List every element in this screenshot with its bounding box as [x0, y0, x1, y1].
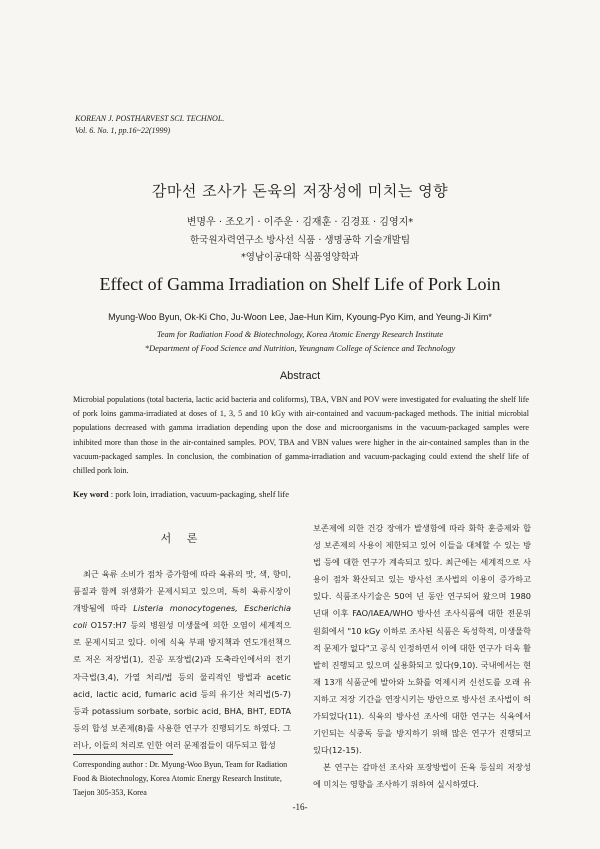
korean-affiliations	[0, 232, 600, 266]
english-affiliations	[0, 327, 600, 355]
keyword-text: : pork loin, irradiation, vacuum-packaging, shelf life	[110, 489, 289, 499]
korean-affiliation-2: *영남이공대학 식품영양학과	[241, 252, 359, 263]
korean-affiliation-1: 한국원자력연구소 방사선 식품 · 생명공학 기술개발팀	[189, 235, 410, 246]
journal-citation	[75, 113, 224, 137]
footnote-divider	[73, 754, 173, 755]
introduction-paragraph	[73, 566, 291, 754]
korean-title: 감마선 조사가 돈육의 저장성에 미치는 영향	[151, 182, 449, 200]
right-paragraph-1: 보존제에 의한 건강 장애가 발생함에 따라 화학 훈증제와 합성 보존제의 사용이 제한되고 있어 이들을 대체할 수 있는 방법 등에 대한 연구가 계속되고 있다. 최근에는 세계적으로 사용이 점차 확산되고 있는 방사선 조사법의 이용이 증가하고 있다. 식품조사기술은 50여 년 동안 연구되어 왔으며 1980년대 이후 FAO/IAEA/WHO 방사선 조사식품에 대한 전문위원회에서 "10 kGy 이하로 조사된 식품은 독성학적, 미생물학적 문제가 없다"고 공식 인정하면서 이에 대한 연구가 더욱 활발히 진행되고 있으며 실용화되고 있다(9,10). 국내에서는 현재 13개 식품군에 발아와 노화를 억제시켜 신선도를 오래 유지하고 저장 기간을 연장시키는 방안으로 방사선 조사법이 허가되었다(11). 식육의 방사선 조사에 대한 연구는 식육에서 기인되는 식중독 등을 방지하기 위해 많은 연구가 진행되고 있다(12-15).	[313, 523, 531, 756]
right-paragraph-2: 본 연구는 감마선 조사와 포장방법이 돈육 등심의 저장성에 미치는 영향을 조사하기 위하여 실시하였다.	[313, 762, 531, 790]
page-number: -16-	[292, 802, 308, 812]
abstract-text: Microbial populations (total bacteria, lactic acid bacteria and coliforms), TBA, VBN and POV were investigated for evaluating the shelf life of pork loins gamma-irradiated at doses of 1, 3, 5 and 10 kGy with air-contained and vacuum-packaged methods. The initial microbial populations decreased with gamma irradiation depending upon the dose and microorganisms in the vacuum-packaged samples were inhibited more than those in the air-contained samples. POV, TBA and VBN values were higher in the air-contained samples than in the vacuum-packaged samples. In conclusion, the combination of gamma-irradiation and vacuum-packaging could extend the shelf life of chilled pork loin.	[73, 395, 529, 476]
english-affiliation-2: *Department of Food Science and Nutrition, Yeungnam College of Science and Technology	[144, 343, 456, 353]
journal-volume: Vol. 6. No. 1, pp.16~22(1999)	[75, 126, 171, 135]
english-affiliation-1: Team for Radiation Food & Biotechnology, Korea Atomic Energy Research Institute	[156, 329, 444, 339]
intro-text-part-2: O157:H7 등의 병원성 미생물에 의한 오염이 세계적으로 문제시되고 있다. 이에 식육 부패 방지책과 연도개선책으로 저온 저장법(1), 진공 포장법(2)과 도축라인에서의 전기 자극법(3,4), 가열 처리/법 등의 물리적인 방법과 acetic acid, lactic acid, fumaric acid 등의 유기산 처리법(5-7) 등과 potassium sorbate, sorbic acid, BHA, BHT, EDTA 등의 합성 보존제(8)를 사용한 연구가 진행되기도 하였다. 그러나, 이들의 처리로 인한 여러 문제점들이 대두되고 합성	[73, 620, 291, 750]
abstract-heading: Abstract	[279, 370, 321, 382]
intro-organism-names: Listeria monocytogenes, Escherichia coli	[73, 603, 291, 631]
right-column-text	[313, 520, 531, 794]
corresponding-author-footnote: Corresponding author : Dr. Myung-Woo Byun, Team for Radiation Food & Biotechnology, Korea Atomic Energy Research Institute, Taejon 305-353, Korea	[73, 760, 288, 797]
section-heading-introduction: 서 론	[160, 532, 204, 545]
keywords	[73, 489, 289, 499]
keyword-label: Key word	[73, 489, 109, 499]
korean-authors: 변명우 · 조오기 · 이주운 · 김재훈 · 김경표 · 김영지*	[186, 217, 414, 228]
left-column-text	[73, 566, 291, 754]
english-title: Effect of Gamma Irradiation on Shelf Life of Pork Loin	[99, 274, 501, 294]
english-authors: Myung-Woo Byun, Ok-Ki Cho, Ju-Woon Lee, Jae-Hun Kim, Kyoung-Pyo Kim, and Yeung-Ji Kim*	[108, 312, 492, 322]
journal-name: KOREAN J. POSTHARVEST SCI. TECHNOL.	[75, 114, 225, 123]
intro-text-part-1: 최근 육류 소비가 점차 증가함에 따라 육류의 맛, 색, 향미, 품질과 함께 위생화가 문제시되고 있으며, 특히 육류시장이 개방됨에 따라	[73, 569, 291, 614]
